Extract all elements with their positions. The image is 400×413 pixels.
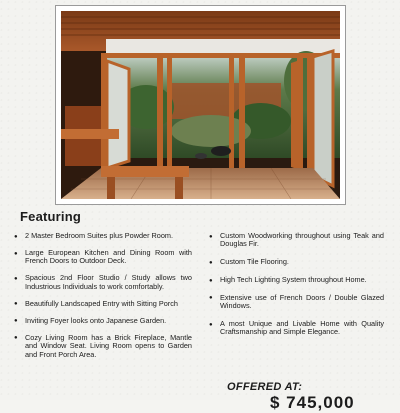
list-item: ● Spacious 2nd Floor Studio / Study allows two Industrious Individuals to work comfortably. [14,273,192,291]
list-item: ● Beautifully Landscaped Entry with Sitting Porch [14,298,178,308]
bullet-icon: ● [209,321,213,328]
features-list-left [14,232,192,368]
price-value: $ 745,000 [270,393,355,412]
features-list-right [209,232,384,346]
bullet-icon: ● [14,233,18,240]
interior-french-doors-illustration [61,11,340,199]
bullet-icon: ● [209,277,213,284]
list-item: ● Custom Woodworking throughout using Teak and Douglas Fir. [209,231,384,249]
list-item: ● Cozy Living Room has a Brick Fireplace, Mantle and Window Seat. Living Room opens to Garden and Front Porch Area. [14,332,192,359]
property-photo [61,11,340,199]
bullet-icon: ● [14,335,18,342]
bullet-icon: ● [14,250,18,257]
list-item: ● Large European Kitchen and Dining Room with French Doors to Outdoor Deck. [14,248,192,266]
offered-at-label: OFFERED AT: [227,381,303,393]
list-item: ● Custom Tile Flooring. [209,257,289,267]
bullet-icon: ● [209,295,213,302]
list-item: ● Extensive use of French Doors / Double Glazed Windows. [209,292,384,311]
list-item: ● A most Unique and Livable Home with Quality Craftsmanship and Simple Elegance. [209,319,384,337]
list-item: ● High Tech Lighting System throughout Home. [209,275,367,284]
list-item: ● 2 Master Bedroom Suites plus Powder Room. [14,231,174,240]
bullet-icon: ● [14,318,18,325]
bullet-icon: ● [209,259,213,266]
property-photo-frame [55,5,346,205]
features-heading: Featuring [20,209,82,224]
bullet-icon: ● [209,233,213,240]
bullet-icon: ● [14,301,18,308]
bullet-icon: ● [14,275,18,282]
list-item: ● Inviting Foyer looks onto Japanese Garden. [14,315,167,325]
